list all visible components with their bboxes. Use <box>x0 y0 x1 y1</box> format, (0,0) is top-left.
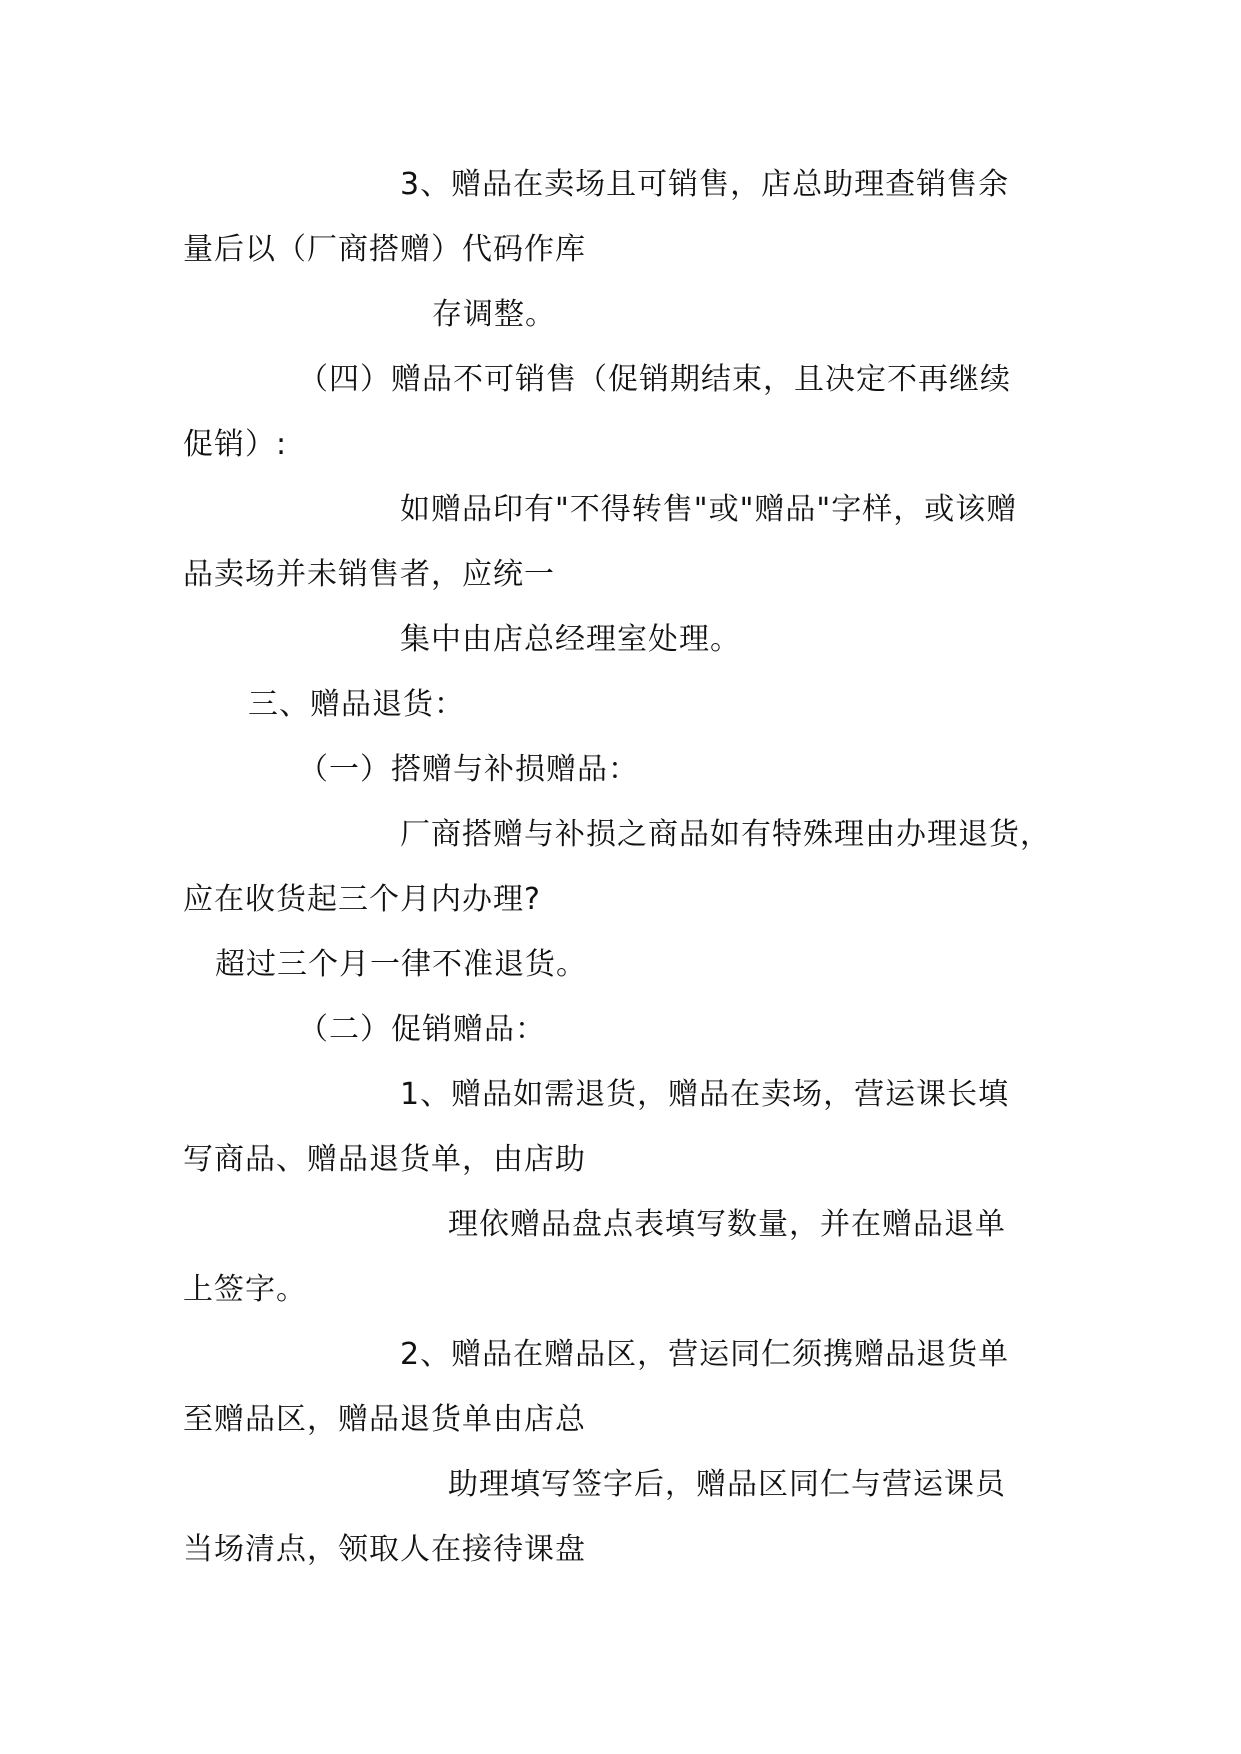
text-line: 理依赠品盘点表填写数量，并在赠品退单 <box>448 1207 1006 1242</box>
text-line: 助理填写签字后，赠品区同仁与营运课员 <box>448 1467 1006 1502</box>
text-line: 厂商搭赠与补损之商品如有特殊理由办理退货， <box>400 817 1051 852</box>
text-line: 集中由店总经理室处理。 <box>400 622 741 657</box>
text-line: 应在收货起三个月内办理? <box>183 882 541 917</box>
text-line: 写商品、赠品退货单，由店助 <box>183 1142 586 1177</box>
text-line: 2、赠品在赠品区，营运同仁须携赠品退货单 <box>400 1337 1010 1372</box>
text-line: 至赠品区，赠品退货单由店总 <box>183 1402 586 1437</box>
text-line: 3、赠品在卖场且可销售，店总助理查销售余 <box>400 167 1010 202</box>
subsection-heading: （二）促销赠品： <box>298 1012 546 1047</box>
text-line: 促销）: <box>183 427 288 462</box>
text-line: 如赠品印有"不得转售"或"赠品"字样，或该赠 <box>400 492 1018 527</box>
text-line: 1、赠品如需退货，赠品在卖场，营运课长填 <box>400 1077 1010 1112</box>
section-heading: 三、赠品退货： <box>248 687 465 722</box>
text-line: 量后以（厂商搭赠）代码作库 <box>183 232 586 267</box>
text-line: 超过三个月一律不准退货。 <box>215 947 587 982</box>
text-line: 上签字。 <box>183 1272 307 1307</box>
text-line: 当场清点，领取人在接待课盘 <box>183 1532 586 1567</box>
subsection-heading: （一）搭赠与补损赠品： <box>298 752 639 787</box>
text-line: 存调整。 <box>432 297 556 332</box>
text-line: （四）赠品不可销售（促销期结束，且决定不再继续 <box>298 362 1011 397</box>
text-line: 品卖场并未销售者，应统一 <box>183 557 555 592</box>
